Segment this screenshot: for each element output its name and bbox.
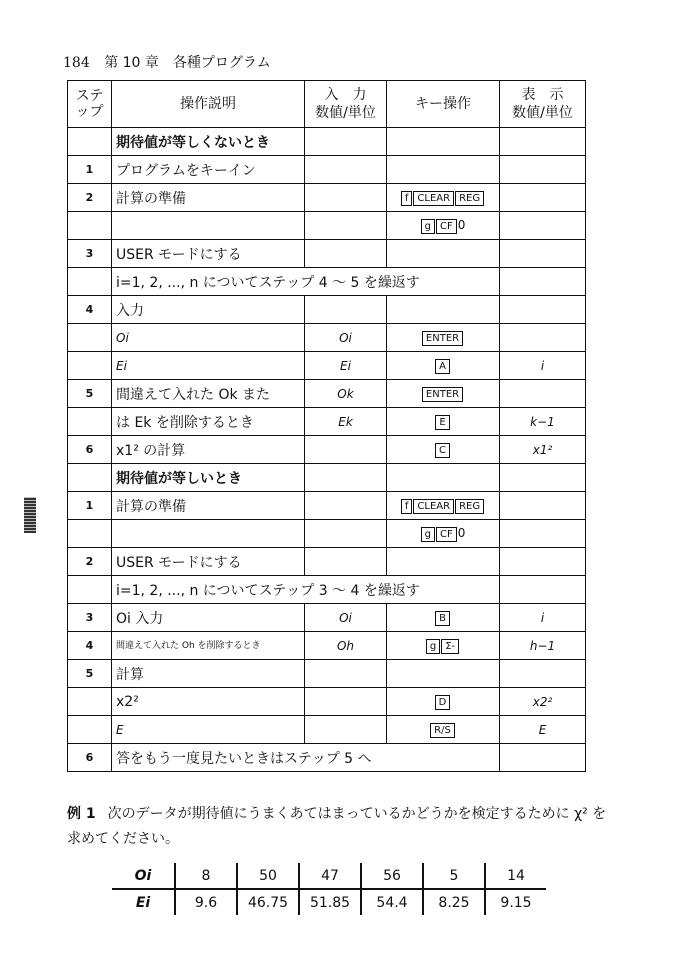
calculator-key: f (401, 191, 413, 206)
display-value (500, 520, 586, 548)
step-number (68, 464, 112, 492)
header-description: 操作説明 (112, 81, 305, 128)
procedure-table (67, 80, 586, 772)
step-description: 期待値が等しいとき (112, 464, 305, 492)
input-value (305, 716, 387, 744)
display-value: i (500, 352, 586, 380)
step-description: 計算 (112, 660, 305, 688)
display-value (500, 156, 586, 184)
data-table (112, 863, 546, 915)
page-header (63, 52, 271, 72)
step-number (68, 408, 112, 436)
display-value (500, 184, 586, 212)
procedure-row (68, 296, 586, 324)
step-number (68, 324, 112, 352)
example-block (67, 802, 607, 852)
display-value: i (500, 604, 586, 632)
display-value (500, 548, 586, 576)
display-value (500, 744, 586, 772)
step-number (68, 268, 112, 296)
key-operation (387, 212, 500, 240)
key-operation (387, 436, 500, 464)
procedure-row (68, 184, 586, 212)
example-label: 例 1 (67, 806, 96, 822)
input-value: Ok (305, 380, 387, 408)
procedure-row (68, 212, 586, 240)
row-label-e: Ei (112, 889, 175, 915)
page-number: 184 (63, 55, 90, 71)
input-value (305, 548, 387, 576)
calculator-key: CF (436, 527, 457, 542)
procedure-row (68, 576, 586, 604)
step-number: 6 (68, 744, 112, 772)
key-operation (387, 240, 500, 268)
step-number: 3 (68, 604, 112, 632)
input-value (305, 436, 387, 464)
calculator-key: ENTER (422, 331, 463, 346)
key-operation (387, 688, 500, 716)
step-description: Oi 入力 (112, 604, 305, 632)
procedure-row (68, 128, 586, 156)
input-value (305, 492, 387, 520)
step-description: x2² (112, 688, 305, 716)
procedure-row (68, 688, 586, 716)
key-operation (387, 520, 500, 548)
step-description: x1² の計算 (112, 436, 305, 464)
procedure-row (68, 744, 586, 772)
calculator-key: ENTER (422, 387, 463, 402)
row-label-o: Oi (112, 863, 175, 889)
step-number: 1 (68, 492, 112, 520)
input-value (305, 128, 387, 156)
step-description: E (112, 716, 305, 744)
calculator-key: CLEAR (413, 499, 454, 514)
calculator-key: g (426, 639, 440, 654)
expected-value: 54.4 (361, 889, 423, 915)
observed-value: 14 (485, 863, 546, 889)
step-description: 計算の準備 (112, 184, 305, 212)
display-value (500, 268, 586, 296)
input-value: Oi (305, 324, 387, 352)
step-number: 4 (68, 632, 112, 660)
expected-value: 46.75 (237, 889, 299, 915)
procedure-row (68, 492, 586, 520)
step-description: プログラムをキーイン (112, 156, 305, 184)
chapter-title: 第 10 章 各種プログラム (104, 55, 271, 71)
key-operation (387, 548, 500, 576)
procedure-row (68, 632, 586, 660)
input-value: Oh (305, 632, 387, 660)
step-number (68, 520, 112, 548)
header-keys: キー操作 (387, 81, 500, 128)
procedure-row (68, 548, 586, 576)
key-operation (387, 324, 500, 352)
key-operation (387, 352, 500, 380)
display-value (500, 660, 586, 688)
display-value (500, 212, 586, 240)
key-operation (387, 660, 500, 688)
calculator-key: REG (455, 191, 484, 206)
step-number (68, 352, 112, 380)
side-index-tab (24, 497, 36, 533)
step-description: i=1, 2, ..., n についてステップ 3 ～ 4 を繰返す (112, 576, 500, 604)
input-value (305, 660, 387, 688)
calculator-key: CF (436, 219, 457, 234)
display-value (500, 492, 586, 520)
step-description: 間違えて入れた Ok また (112, 380, 305, 408)
procedure-row (68, 324, 586, 352)
procedure-row (68, 604, 586, 632)
calculator-key: CLEAR (413, 191, 454, 206)
step-description: USER モードにする (112, 240, 305, 268)
calculator-key: REG (455, 499, 484, 514)
calculator-key: E (435, 415, 449, 430)
step-number: 2 (68, 548, 112, 576)
step-description: 間違えて入れた Oh を削除するとき (112, 632, 305, 660)
display-value: x1² (500, 436, 586, 464)
calculator-key: B (435, 611, 450, 626)
observed-value: 50 (237, 863, 299, 889)
display-value (500, 324, 586, 352)
key-operation (387, 492, 500, 520)
calculator-key: 0 (457, 217, 466, 232)
step-description: は Ek を削除するとき (112, 408, 305, 436)
step-number: 5 (68, 380, 112, 408)
step-number (68, 212, 112, 240)
procedure-row (68, 156, 586, 184)
key-operation (387, 408, 500, 436)
step-description (112, 520, 305, 548)
step-description (112, 212, 305, 240)
observed-value: 5 (423, 863, 485, 889)
step-number: 5 (68, 660, 112, 688)
display-value (500, 380, 586, 408)
procedure-row (68, 660, 586, 688)
calculator-key: f (401, 499, 413, 514)
key-operation (387, 296, 500, 324)
procedure-row (68, 268, 586, 296)
calculator-key: Σ- (441, 639, 459, 654)
step-description: Ei (112, 352, 305, 380)
calculator-key: R/S (430, 723, 455, 738)
calculator-key: g (421, 527, 435, 542)
calculator-key: 0 (457, 525, 466, 540)
key-operation (387, 632, 500, 660)
input-value (305, 688, 387, 716)
step-number (68, 688, 112, 716)
step-number (68, 716, 112, 744)
procedure-row (68, 408, 586, 436)
procedure-row (68, 520, 586, 548)
key-operation (387, 128, 500, 156)
display-value (500, 128, 586, 156)
procedure-row (68, 464, 586, 492)
input-value (305, 184, 387, 212)
step-number: 3 (68, 240, 112, 268)
key-operation (387, 716, 500, 744)
input-value: Ek (305, 408, 387, 436)
step-number: 4 (68, 296, 112, 324)
step-description: 計算の準備 (112, 492, 305, 520)
display-value (500, 240, 586, 268)
display-value: k−1 (500, 408, 586, 436)
step-description: 答をもう一度見たいときはステップ 5 へ (112, 744, 500, 772)
step-number (68, 128, 112, 156)
key-operation (387, 604, 500, 632)
step-number: 2 (68, 184, 112, 212)
input-value: Oi (305, 604, 387, 632)
step-number (68, 576, 112, 604)
step-number: 1 (68, 156, 112, 184)
calculator-key: D (435, 695, 451, 710)
key-operation (387, 184, 500, 212)
input-value (305, 156, 387, 184)
key-operation (387, 464, 500, 492)
step-description: 入力 (112, 296, 305, 324)
input-value: Ei (305, 352, 387, 380)
procedure-row (68, 436, 586, 464)
header-display: 表 示 数値/単位 (500, 81, 586, 128)
display-value: h−1 (500, 632, 586, 660)
procedure-row (68, 352, 586, 380)
step-description: i=1, 2, ..., n についてステップ 4 ～ 5 を繰返す (112, 268, 500, 296)
key-operation (387, 156, 500, 184)
display-value: E (500, 716, 586, 744)
procedure-row (68, 380, 586, 408)
expected-value: 9.15 (500, 894, 532, 911)
input-value (305, 464, 387, 492)
key-operation (387, 380, 500, 408)
expected-value: 9.6 (175, 889, 237, 915)
calculator-key: A (435, 359, 450, 374)
calculator-key: g (421, 219, 435, 234)
procedure-row (68, 240, 586, 268)
display-value: x2² (500, 688, 586, 716)
input-value (305, 212, 387, 240)
header-step: ステップ (68, 81, 112, 128)
input-value (305, 296, 387, 324)
expected-value: 8.25 (423, 889, 485, 915)
procedure-row (68, 716, 586, 744)
observed-value: 56 (361, 863, 423, 889)
expected-value: 51.85 (299, 889, 361, 915)
step-number: 6 (68, 436, 112, 464)
display-value (500, 464, 586, 492)
step-description: 期待値が等しくないとき (112, 128, 305, 156)
step-description: Oi (112, 324, 305, 352)
step-description: USER モードにする (112, 548, 305, 576)
input-value (305, 240, 387, 268)
observed-value: 8 (175, 863, 237, 889)
input-value (305, 520, 387, 548)
header-input: 入 力 数値/単位 (305, 81, 387, 128)
example-text: 次のデータが期待値にうまくあてはまっているかどうかを検定するために χ² を求めてください。 (67, 806, 607, 847)
calculator-key: C (435, 443, 450, 458)
observed-value: 47 (299, 863, 361, 889)
display-value (500, 296, 586, 324)
display-value (500, 576, 586, 604)
